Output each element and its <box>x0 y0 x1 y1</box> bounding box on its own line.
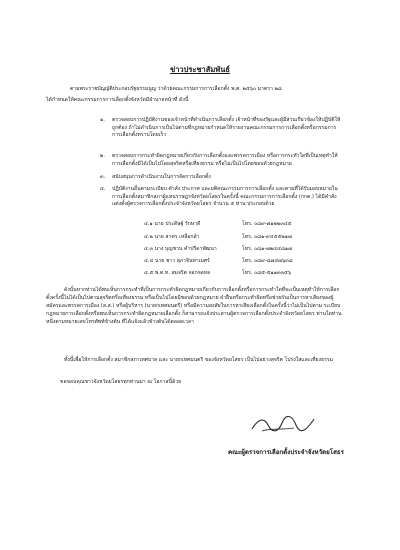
member-row <box>144 220 344 228</box>
member-name: ๔.๕ พ.ต.ท. สมจริต จอกจอหอ <box>144 270 211 276</box>
item-2-number: ๒. <box>100 153 105 159</box>
member-phone: โทร. ๐๘๑-๙๔๕๕๒๑๗ <box>242 234 292 240</box>
member-row <box>144 269 344 277</box>
item-2-text: ตรวจสอบการกระทำผิดกฎหมายเกี่ยวกับการเลือกตั้งและพรรคการเมือง หรือการกระทำใดที่เป็นเหตุทำให้การเลือกตั้งมิได้เป็นไปโดยสุจริตหรือเที่ยงธรรม หรือไม่เป็นไปโดยชอบด้วยกฎหมาย <box>112 153 338 167</box>
item-3-text: สนับสนุนการดำเนินงานในการจัดการเลือกตั้ง <box>112 174 211 180</box>
preamble-line-1: ตามพระราชบัญญัติประกอบรัฐธรรมนูญ ว่าด้วยคณะกรรมการการเลือกตั้ง พ.ศ. ๒๕๖๐ มาตรา ๒๘ <box>70 86 282 92</box>
member-phone: โทร. ๐๘๕-๕๑๑๓๓๕๖ <box>242 270 292 276</box>
signature-organization: คณะผู้ตรวจการเลือกตั้งประจำจังหวัดยโสธร <box>228 449 344 456</box>
member-row <box>144 233 344 241</box>
member-row <box>144 245 344 253</box>
member-name: ๔.๒ นาย สาคร เหลือกล้า <box>144 234 200 240</box>
document-title: ข่าวประชาสัมพันธ์ <box>170 65 230 74</box>
member-phone: โทร. ๐๘๙-๘๗๔๗๖๓๘ <box>242 258 293 264</box>
body-paragraph-1: ดังนั้นหากท่านได้พบเห็นการกระทำที่เป็นการกระทำผิดกฎหมายเกี่ยวกับการเลือกตั้งหรือการกระทำใดที่จะเป็นเหตุทำให้การเลือกตั้งครั้งนี้ไม่ได้เป็นไปตามสุจริตหรือเที่ยงธรรม หรือเป็นไปโดยมิชอบด้วยกฎหมาย ฝ่าฝืนหรือกระทำผิดหรือช่วยกันเป็นการหาเสียงของผู้สมัครและพรรคการเมือง (ส.ส.) หรือผู้บริหาร (นายกเทศมนตรี) หรือมีความสงสัยในการหาเสียงเลือกตั้งในครั้งนี้ว่าไม่เป็นไปตาม ระเบียบกฎหมายการเลือกตั้งหรือพบเห็นการกระทำผิดกฎหมายเลือกตั้ง ก็สามารถแจ้งประสานผู้ตรวจการเลือกตั้งประจำจังหวัดยโสธร ท่านใดท่านหนึ่งตามหมายเลขโทรศัพท์ข้างต้น ที่ได้แจ้งแล้วข้างต้นได้ตลอดเวลา <box>46 287 342 325</box>
handwritten-signature <box>248 411 318 437</box>
preamble-line-2: ได้กำหนดให้คณะกรรมการการเลือกตั้งจังหวัดมีอำนาจหน้าที่ ดังนี้ <box>46 97 189 103</box>
item-4-text: ปฏิบัติงานอื่นตามระเบียบ คำสั่ง ประกาศ และมติคณะกรรมการการเลือกตั้ง และตามที่ได้รับมอบหมายในการเลือกตั้งสมาชิกสภาผู้แทนราษฎรจังหวัดยโสธรในครั้งนี้ คณะกรรมการการเลือกตั้ง (กกต.) ได้มีคำสั่งแต่งตั้งผู้ตรวจการเลือกตั้งประจำจังหวัดยโสธร จำนวน ๕ ท่าน ประกอบด้วย <box>112 186 338 208</box>
member-row <box>144 257 344 265</box>
closing-line: ขอขอบคุณชาวจังหวัดยโสธรทุกท่านมา ณ โอกาสนี้ด้วย <box>60 379 182 385</box>
item-3-number: ๓. <box>100 174 106 180</box>
item-1-text: ตรวจสอบการปฏิบัติงานของเจ้าหน้าที่ดำเนินการเลือกตั้ง เจ้าหน้าที่ของรัฐและผู้มีส่วนเกี่ยวข้องให้ปฏิบัติให้ถูกต้อง ถ้าไม่ดำเนินการเป็นไปตามที่กฎหมายกำหนดให้รายงานคณะกรรมการการเลือกตั้งหรือกรรมการการเลือกตั้งทราบโดยเร็ว <box>112 117 341 139</box>
body-paragraph-2: ทั้งนี้เพื่อให้การเลือกตั้ง สมาชิกสภาเทศบาล และ นายกเทศมนตรี ของจังหวัดยโสธร เป็นไปอย่างสุจริต โปร่งใสและเที่ยงธรรม <box>64 357 333 363</box>
member-name: ๔.๔ นาย ชาว สุภาจินทาเมศร์ <box>144 258 210 264</box>
member-phone: โทร. ๐๘๙-๗๑๒๒๓๔๕ <box>242 221 292 227</box>
member-name: ๔.๓ นาง บุญชวน คำปรีดาพัฒนา <box>144 246 217 252</box>
member-phone: โทร. ๐๘๑-๗๒๔๔๘๑๗ <box>242 246 292 252</box>
member-name: ๔.๑ นาย ประดิษฐ์ รักษาดี <box>144 221 201 227</box>
item-1-number: ๑. <box>100 117 105 123</box>
item-4-number: ๔. <box>100 186 106 192</box>
